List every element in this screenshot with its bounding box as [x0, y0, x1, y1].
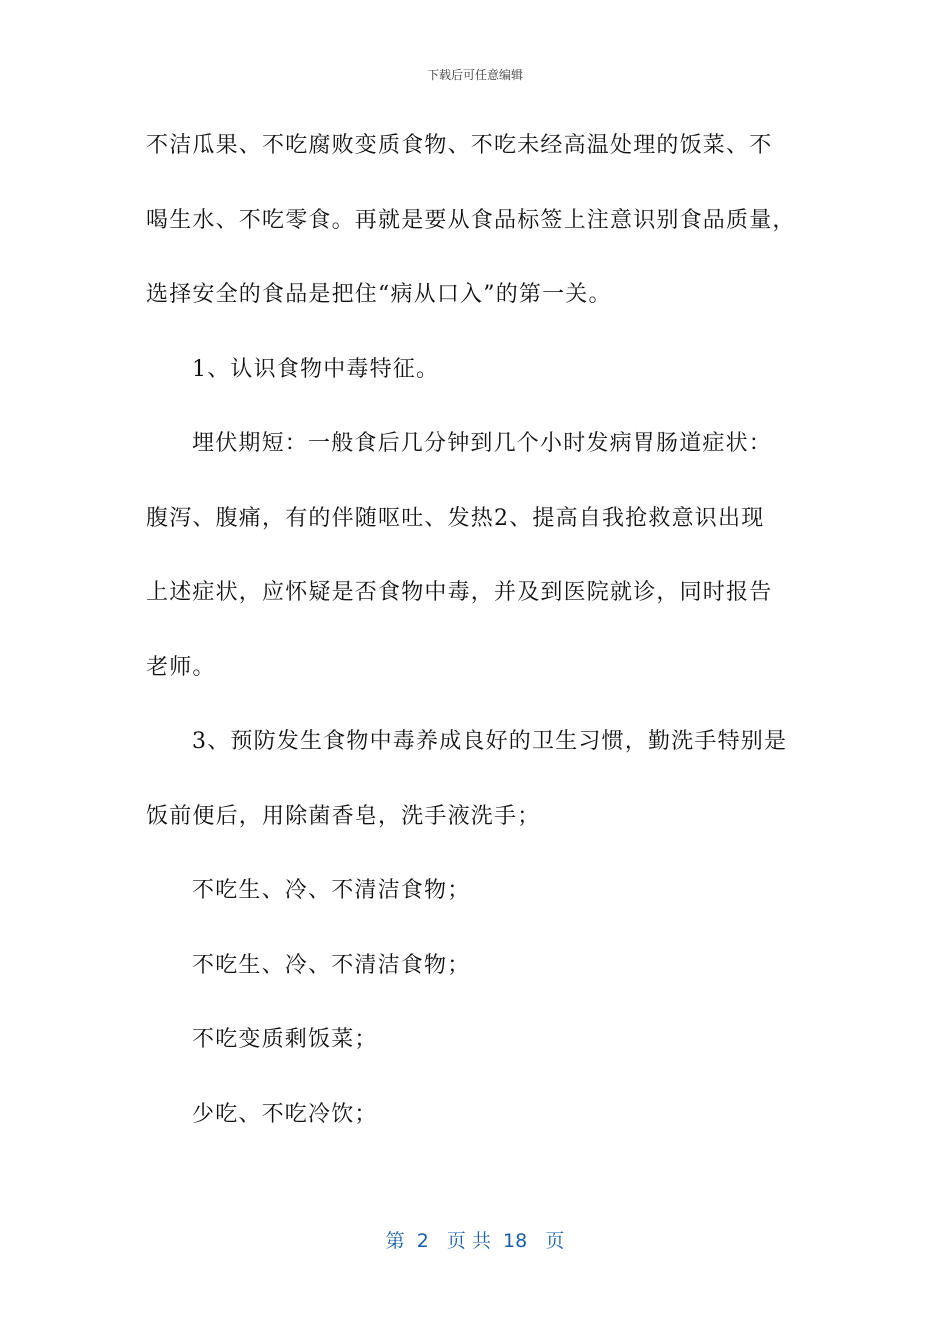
paragraph-line: 埋伏期短：一般食后几分钟到几个小时发病胃肠道症状： [192, 431, 773, 456]
paragraph-line: 腹泻、腹痛，有的伴随呕吐、发热2、提高自我抢救意识出现 [146, 505, 765, 531]
paragraph-line: 选择安全的食品是把住“病从口入”的第一关。 [146, 282, 612, 307]
paragraph-line: 上述症状，应怀疑是否食物中毒，并及到医院就诊，同时报告 [146, 580, 773, 605]
paragraph-line: 不吃变质剩饭菜； [192, 1027, 378, 1052]
document-body [146, 128, 806, 1171]
paragraph-line: 老师。 [146, 654, 216, 680]
paragraph-line: 3、预防发生食物中毒养成良好的卫生习惯，勤洗手特别是 [192, 729, 788, 754]
paragraph-line: 1、认识食物中毒特征。 [192, 356, 440, 382]
paragraph-line: 饭前便后，用除菌香皂，洗手液洗手； [146, 803, 541, 829]
paragraph-line: 喝生水、不吃零食。再就是要从食品标签上注意识别食品质量， [146, 207, 796, 233]
page-number-footer: 第 2 页 共 18 页 [385, 1230, 565, 1252]
paragraph-line: 不吃生、冷、不清洁食物； [192, 952, 471, 978]
page-header: 下载后可任意编辑 [426, 68, 523, 82]
paragraph-line: 少吃、不吃冷饮； [192, 1101, 378, 1127]
paragraph-line: 不吃生、冷、不清洁食物； [192, 878, 471, 903]
paragraph-line: 不洁瓜果、不吃腐败变质食物、不吃未经高温处理的饭菜、不 [146, 133, 773, 158]
